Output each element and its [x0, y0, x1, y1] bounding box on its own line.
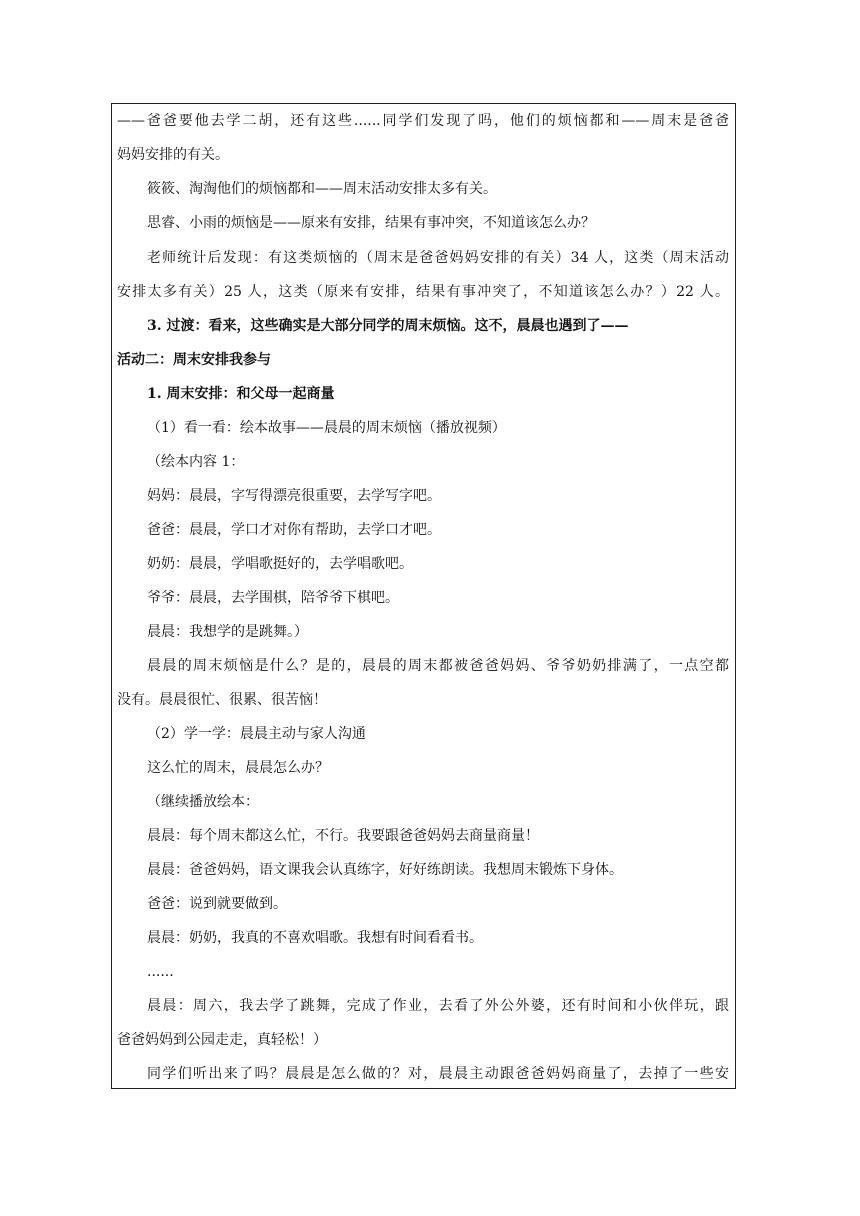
text-line: 晨晨：每个周末都这么忙，不行。我要跟爸爸妈妈去商量商量！ — [147, 828, 539, 844]
text-line: 晨晨：周六，我去学了跳舞，完成了作业，去看了外公外婆，还有时间和小伙伴玩，跟 — [147, 998, 729, 1014]
transition-heading: 3. 过渡：看来，这些确实是大部分同学的周末烦恼。这不，晨晨也遇到了—— — [147, 318, 629, 334]
text-line: 晨晨：爸爸妈妈，语文课我会认真练字，好好练朗读。我想周末锻炼下身体。 — [147, 862, 623, 878]
text-line: 奶奶：晨晨，学唱歌挺好的，去学唱歌吧。 — [147, 556, 413, 572]
text-line: 爷爷：晨晨，去学围棋，陪爷爷下棋吧。 — [147, 590, 399, 606]
text-line: 爸爸妈妈到公园走走，真轻松！） — [117, 1032, 327, 1048]
text-line: （绘本内容 1： — [147, 454, 245, 470]
activity-heading: 活动二：周末安排我参与 — [117, 352, 271, 368]
text-line: ——爸爸要他去学二胡，还有这些......同学们发现了吗，他们的烦恼都和——周末是爸爸 — [117, 113, 729, 129]
text-line: 爸爸：晨晨，学口才对你有帮助，去学口才吧。 — [147, 522, 441, 538]
text-line: 晨晨：我想学的是跳舞。） — [147, 624, 308, 640]
text-line: 没有。晨晨很忙、很累、很苦恼！ — [117, 692, 327, 708]
text-line: （继续播放绘本： — [147, 794, 259, 810]
text-line: （1）看一看：绘本故事——晨晨的周末烦恼（播放视频） — [147, 420, 506, 436]
text-line: 妈妈：晨晨，字写得漂亮很重要，去学写字吧。 — [147, 488, 441, 504]
text-line: 晨晨：奶奶，我真的不喜欢唱歌。我想有时间看看书。 — [147, 930, 483, 946]
text-line: 筱筱、淘淘他们的烦恼都和——周末活动安排太多有关。 — [147, 181, 497, 197]
text-line: 同学们听出来了吗？晨晨是怎么做的？对，晨晨主动跟爸爸妈妈商量了，去掉了一些安 — [147, 1066, 729, 1082]
text-line: ...... — [147, 964, 174, 980]
text-line: （2）学一学：晨晨主动与家人沟通 — [147, 726, 366, 742]
text-line: 爸爸：说到就要做到。 — [147, 896, 287, 912]
text-line: 安排太多有关）25 人，这类（原来有安排，结果有事冲突了，不知道该怎么办？）22 人。 — [117, 284, 729, 300]
text-line: 晨晨的周末烦恼是什么？是的，晨晨的周末都被爸爸妈妈、爷爷奶奶排满了，一点空都 — [147, 658, 729, 674]
text-line: 这么忙的周末，晨晨怎么办？ — [147, 760, 329, 776]
section-heading: 1. 周末安排：和父母一起商量 — [147, 386, 335, 402]
text-line: 老师统计后发现：有这类烦恼的（周末是爸爸妈妈安排的有关）34 人，这类（周末活动 — [147, 250, 729, 266]
text-line: 思睿、小雨的烦恼是——原来有安排，结果有事冲突，不知道该怎么办？ — [147, 215, 595, 231]
text-line: 妈妈安排的有关。 — [117, 147, 229, 163]
